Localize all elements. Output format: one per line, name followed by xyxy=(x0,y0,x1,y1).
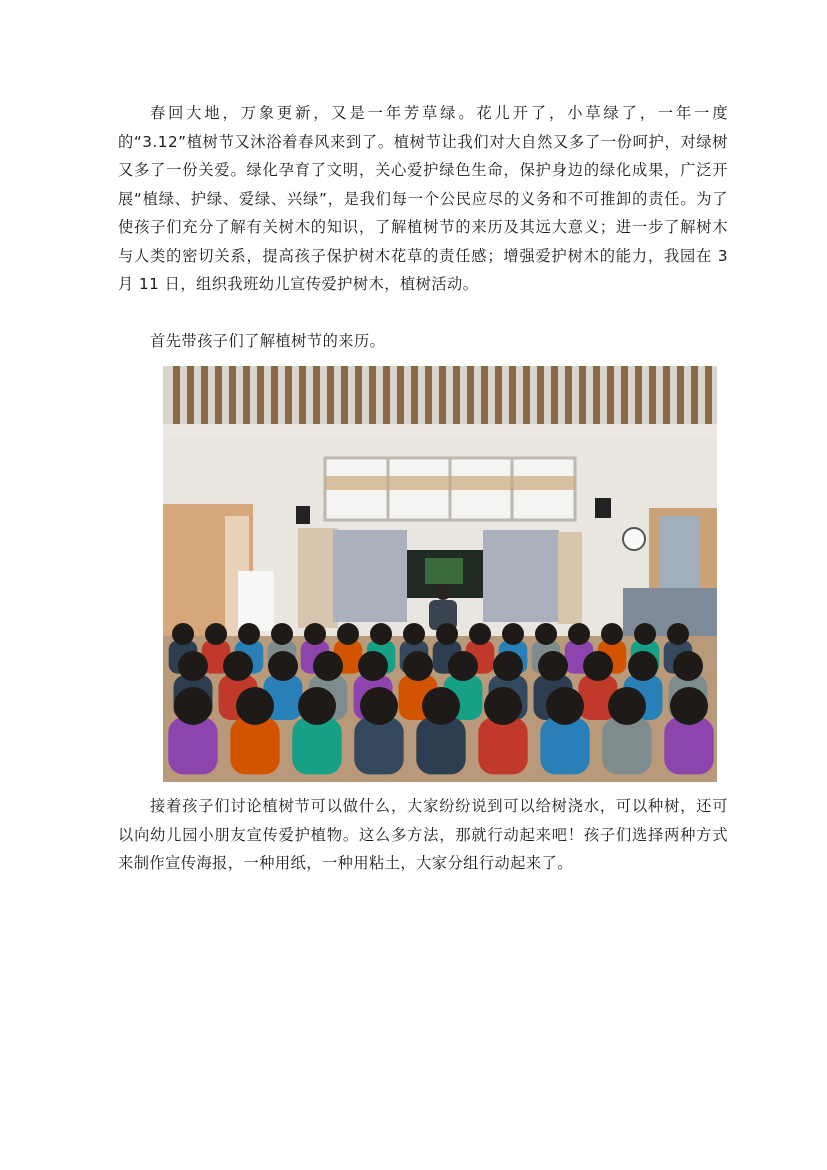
ceiling-slat xyxy=(649,366,656,424)
paragraph-intro: 春回大地，万象更新，又是一年芳草绿。花儿开了，小草绿了，一年一度的“3.12”植树节又沐浴着春风来到了。植树节让我们对大自然又多了一份呵护，对绿树又多了一份关爱。绿化孕育了文明，关心爱护绿色生命，保护身边的绿化成果，广泛开展“植绿、护绿、爱绿、兴绿”，是我们每一个公民应尽的义务和不可推卸的责任。为了使孩子们充分了解有关树木的知识，了解植树节的来历及其远大意义；进一步了解树木与人类的密切关系，提高孩子保护树木花草的责任感；增强爱护树木的能力，我园在 3 月 11 日，组织我班幼儿宣传爱护树木，植树活动。 xyxy=(118,104,728,293)
ceiling-slat xyxy=(271,366,278,424)
ceiling-slat xyxy=(327,366,334,424)
ceiling-slat xyxy=(621,366,628,424)
child-head xyxy=(403,651,433,681)
child-head xyxy=(469,623,491,645)
child-head xyxy=(583,651,613,681)
ceiling-slat xyxy=(677,366,684,424)
ceiling-slat xyxy=(257,366,264,424)
ceiling-slat xyxy=(215,366,222,424)
child-body xyxy=(478,717,527,774)
child-body xyxy=(354,717,403,774)
ceiling-slat xyxy=(411,366,418,424)
classroom-photo xyxy=(163,366,717,782)
ceiling-slat xyxy=(635,366,642,424)
child-body xyxy=(540,717,589,774)
child-head xyxy=(436,623,458,645)
child-head xyxy=(670,687,708,725)
ceiling-slat xyxy=(565,366,572,424)
child-head xyxy=(667,623,689,645)
child-head xyxy=(172,623,194,645)
child-head xyxy=(358,651,388,681)
child-head xyxy=(634,623,656,645)
paragraph-history: 首先带孩子们了解植树节的来历。 xyxy=(150,332,386,350)
child-head xyxy=(568,623,590,645)
ceiling-slat xyxy=(691,366,698,424)
child-head xyxy=(535,623,557,645)
child-head xyxy=(337,623,359,645)
child-head xyxy=(268,651,298,681)
child-body xyxy=(602,717,651,774)
child-body xyxy=(416,717,465,774)
ceiling-slat xyxy=(593,366,600,424)
child-head xyxy=(370,623,392,645)
ceiling-slat xyxy=(201,366,208,424)
ceiling-slat xyxy=(299,366,306,424)
ceiling-slat xyxy=(467,366,474,424)
child-head xyxy=(360,687,398,725)
ceiling-slat xyxy=(579,366,586,424)
child-head xyxy=(502,623,524,645)
ceiling-slat xyxy=(313,366,320,424)
ceiling-slat xyxy=(523,366,530,424)
ceiling-slat xyxy=(383,366,390,424)
ceiling-slat xyxy=(173,366,180,424)
ceiling-slat xyxy=(243,366,250,424)
ceiling-slat xyxy=(453,366,460,424)
ceiling-slat xyxy=(341,366,348,424)
child-body xyxy=(292,717,341,774)
child-head xyxy=(236,687,274,725)
child-head xyxy=(223,651,253,681)
child-body xyxy=(230,717,279,774)
ceiling-slat xyxy=(551,366,558,424)
child-head xyxy=(403,623,425,645)
child-head xyxy=(628,651,658,681)
child-head xyxy=(608,687,646,725)
ceiling-slat xyxy=(229,366,236,424)
ceiling-slat xyxy=(481,366,488,424)
ceiling-slat xyxy=(509,366,516,424)
child-head xyxy=(493,651,523,681)
ceiling-slat xyxy=(495,366,502,424)
ceiling-slat xyxy=(369,366,376,424)
ceiling-slat xyxy=(187,366,194,424)
child-head xyxy=(422,687,460,725)
child-body xyxy=(168,717,217,774)
child-head xyxy=(546,687,584,725)
ceiling-slat xyxy=(439,366,446,424)
child-head xyxy=(673,651,703,681)
child-head xyxy=(178,651,208,681)
paragraph-discussion: 接着孩子们讨论植树节可以做什么，大家纷纷说到可以给树浇水，可以种树，还可以向幼儿园小朋友宣传爱护植物。这么多方法，那就行动起来吧！孩子们选择两种方式来制作宣传海报，一种用纸，一种用粘土，大家分组行动起来了。 xyxy=(118,797,728,872)
child-head xyxy=(313,651,343,681)
child-head xyxy=(205,623,227,645)
child-head xyxy=(538,651,568,681)
ceiling-slat xyxy=(285,366,292,424)
child-head xyxy=(304,623,326,645)
child-head xyxy=(448,651,478,681)
ceiling-slat xyxy=(425,366,432,424)
ceiling-slat xyxy=(355,366,362,424)
ceiling-slat xyxy=(705,366,712,424)
ceiling-slat xyxy=(537,366,544,424)
child-head xyxy=(298,687,336,725)
ceiling-slat xyxy=(607,366,614,424)
child-head xyxy=(238,623,260,645)
ceiling-slat xyxy=(397,366,404,424)
ceiling-slat xyxy=(663,366,670,424)
child-head xyxy=(174,687,212,725)
child-body xyxy=(664,717,713,774)
child-head xyxy=(271,623,293,645)
child-head xyxy=(601,623,623,645)
child-head xyxy=(484,687,522,725)
